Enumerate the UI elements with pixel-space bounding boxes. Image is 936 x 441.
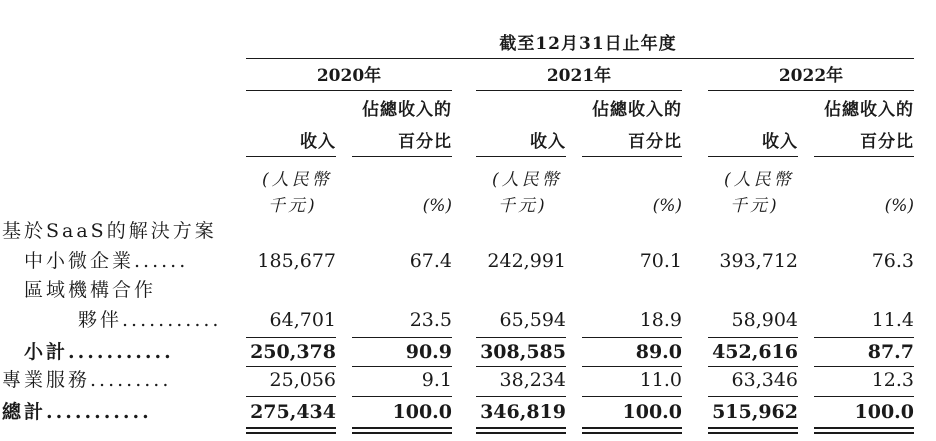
col-header-revenue-2022: 收入	[762, 132, 798, 152]
table-cell: 9.1	[421, 369, 452, 391]
col-header-pct-2020-line1: 佔總收入的	[362, 100, 452, 120]
total-rule-rev-2021	[476, 396, 566, 397]
unit-pct-2022: (%)	[884, 196, 914, 216]
total-double-rule-pct-2020	[352, 427, 452, 429]
subtotal-rule-rev-2022	[708, 337, 798, 338]
table-cell: 87.7	[867, 341, 914, 363]
year-rule-2022	[708, 90, 914, 91]
unit-currency-2021-line1: (人民幣	[492, 170, 562, 190]
total-double-rule-rev-2021	[476, 427, 566, 429]
table-cell: 11.4	[871, 309, 914, 331]
total-double-rule-rev-2022-b	[708, 432, 798, 434]
table-cell: 515,962	[712, 401, 798, 423]
table-cell: 76.3	[871, 250, 914, 272]
unit-currency-2020-line1: (人民幣	[262, 170, 332, 190]
table-cell: 275,434	[250, 401, 336, 423]
unit-currency-2020-line2: 千元)	[268, 196, 318, 216]
col-header-pct-2022-line1: 佔總收入的	[824, 100, 914, 120]
table-cell: 100.0	[392, 401, 452, 423]
total-double-rule-pct-2022-b	[814, 432, 914, 434]
total-rule-pct-2021	[582, 396, 682, 397]
row-label-regional: 區域機構合作	[24, 279, 157, 301]
total-rule-pct-2022	[814, 396, 914, 397]
row-label-saas: 基於SaaS的解決方案	[2, 220, 217, 242]
subtotal-under-pct-2021	[582, 366, 682, 367]
unit-pct-2020: (%)	[422, 196, 452, 216]
table-cell: 393,712	[719, 250, 798, 272]
year-header-2021: 2021年	[546, 66, 612, 86]
subtotal-under-pct-2022	[814, 366, 914, 367]
col-header-pct-2021-line1: 佔總收入的	[592, 100, 682, 120]
subtotal-under-rev-2022	[708, 366, 798, 367]
table-cell: 11.0	[639, 369, 682, 391]
col-header-pct-2021-line2: 百分比	[628, 132, 682, 152]
total-rule-pct-2020	[352, 396, 452, 397]
subtotal-rule-rev-2021	[476, 337, 566, 338]
row-label-subtotal: 小計...........	[24, 341, 174, 363]
col-header-pct-2022-line2: 百分比	[860, 132, 914, 152]
col-rule-rev-2022	[708, 156, 798, 157]
table-cell: 18.9	[639, 309, 682, 331]
total-rule-rev-2022	[708, 396, 798, 397]
col-rule-rev-2020	[246, 156, 336, 157]
total-double-rule-rev-2022	[708, 427, 798, 429]
row-label-total: 總計...........	[2, 401, 152, 423]
row-label-partners: 夥伴...........	[78, 309, 222, 331]
table-cell: 38,234	[499, 369, 566, 391]
table-cell: 70.1	[639, 250, 682, 272]
table-cell: 12.3	[871, 369, 914, 391]
table-cell: 67.4	[409, 250, 452, 272]
table-cell: 346,819	[480, 401, 566, 423]
col-rule-pct-2020	[352, 156, 452, 157]
col-rule-pct-2022	[814, 156, 914, 157]
subtotal-under-rev-2020	[246, 366, 336, 367]
col-header-revenue-2021: 收入	[530, 132, 566, 152]
total-double-rule-rev-2020-b	[246, 432, 336, 434]
table-cell: 64,701	[269, 309, 336, 331]
col-header-pct-2020-line2: 百分比	[398, 132, 452, 152]
year-rule-2020	[246, 90, 452, 91]
table-cell: 89.0	[635, 341, 682, 363]
total-double-rule-pct-2022	[814, 427, 914, 429]
period-header: 截至12月31日止年度	[499, 34, 677, 54]
table-cell: 90.9	[405, 341, 452, 363]
subtotal-under-pct-2020	[352, 366, 452, 367]
total-double-rule-pct-2021-b	[582, 432, 682, 434]
col-header-revenue-2020: 收入	[300, 132, 336, 152]
year-header-2020: 2020年	[316, 66, 382, 86]
total-rule-rev-2020	[246, 396, 336, 397]
row-label-sme: 中小微企業......	[24, 250, 189, 272]
table-cell: 58,904	[731, 309, 798, 331]
table-cell: 308,585	[480, 341, 566, 363]
unit-currency-2021-line2: 千元)	[498, 196, 548, 216]
table-cell: 63,346	[731, 369, 798, 391]
subtotal-rule-pct-2021	[582, 337, 682, 338]
table-cell: 185,677	[257, 250, 336, 272]
period-header-rule	[246, 58, 914, 59]
year-header-2022: 2022年	[778, 66, 844, 86]
total-double-rule-pct-2021	[582, 427, 682, 429]
total-double-rule-rev-2021-b	[476, 432, 566, 434]
table-cell: 250,378	[250, 341, 336, 363]
subtotal-under-rev-2021	[476, 366, 566, 367]
row-label-professional-services: 專業服務.........	[2, 369, 172, 391]
table-cell: 25,056	[269, 369, 336, 391]
table-cell: 100.0	[622, 401, 682, 423]
subtotal-rule-pct-2022	[814, 337, 914, 338]
subtotal-rule-pct-2020	[352, 337, 452, 338]
table-cell: 242,991	[487, 250, 566, 272]
year-rule-2021	[476, 90, 682, 91]
col-rule-rev-2021	[476, 156, 566, 157]
unit-currency-2022-line2: 千元)	[730, 196, 780, 216]
unit-pct-2021: (%)	[652, 196, 682, 216]
table-cell: 23.5	[409, 309, 452, 331]
table-cell: 100.0	[854, 401, 914, 423]
subtotal-rule-rev-2020	[246, 337, 336, 338]
total-double-rule-pct-2020-b	[352, 432, 452, 434]
total-double-rule-rev-2020	[246, 427, 336, 429]
table-cell: 452,616	[712, 341, 798, 363]
unit-currency-2022-line1: (人民幣	[724, 170, 794, 190]
table-cell: 65,594	[499, 309, 566, 331]
col-rule-pct-2021	[582, 156, 682, 157]
